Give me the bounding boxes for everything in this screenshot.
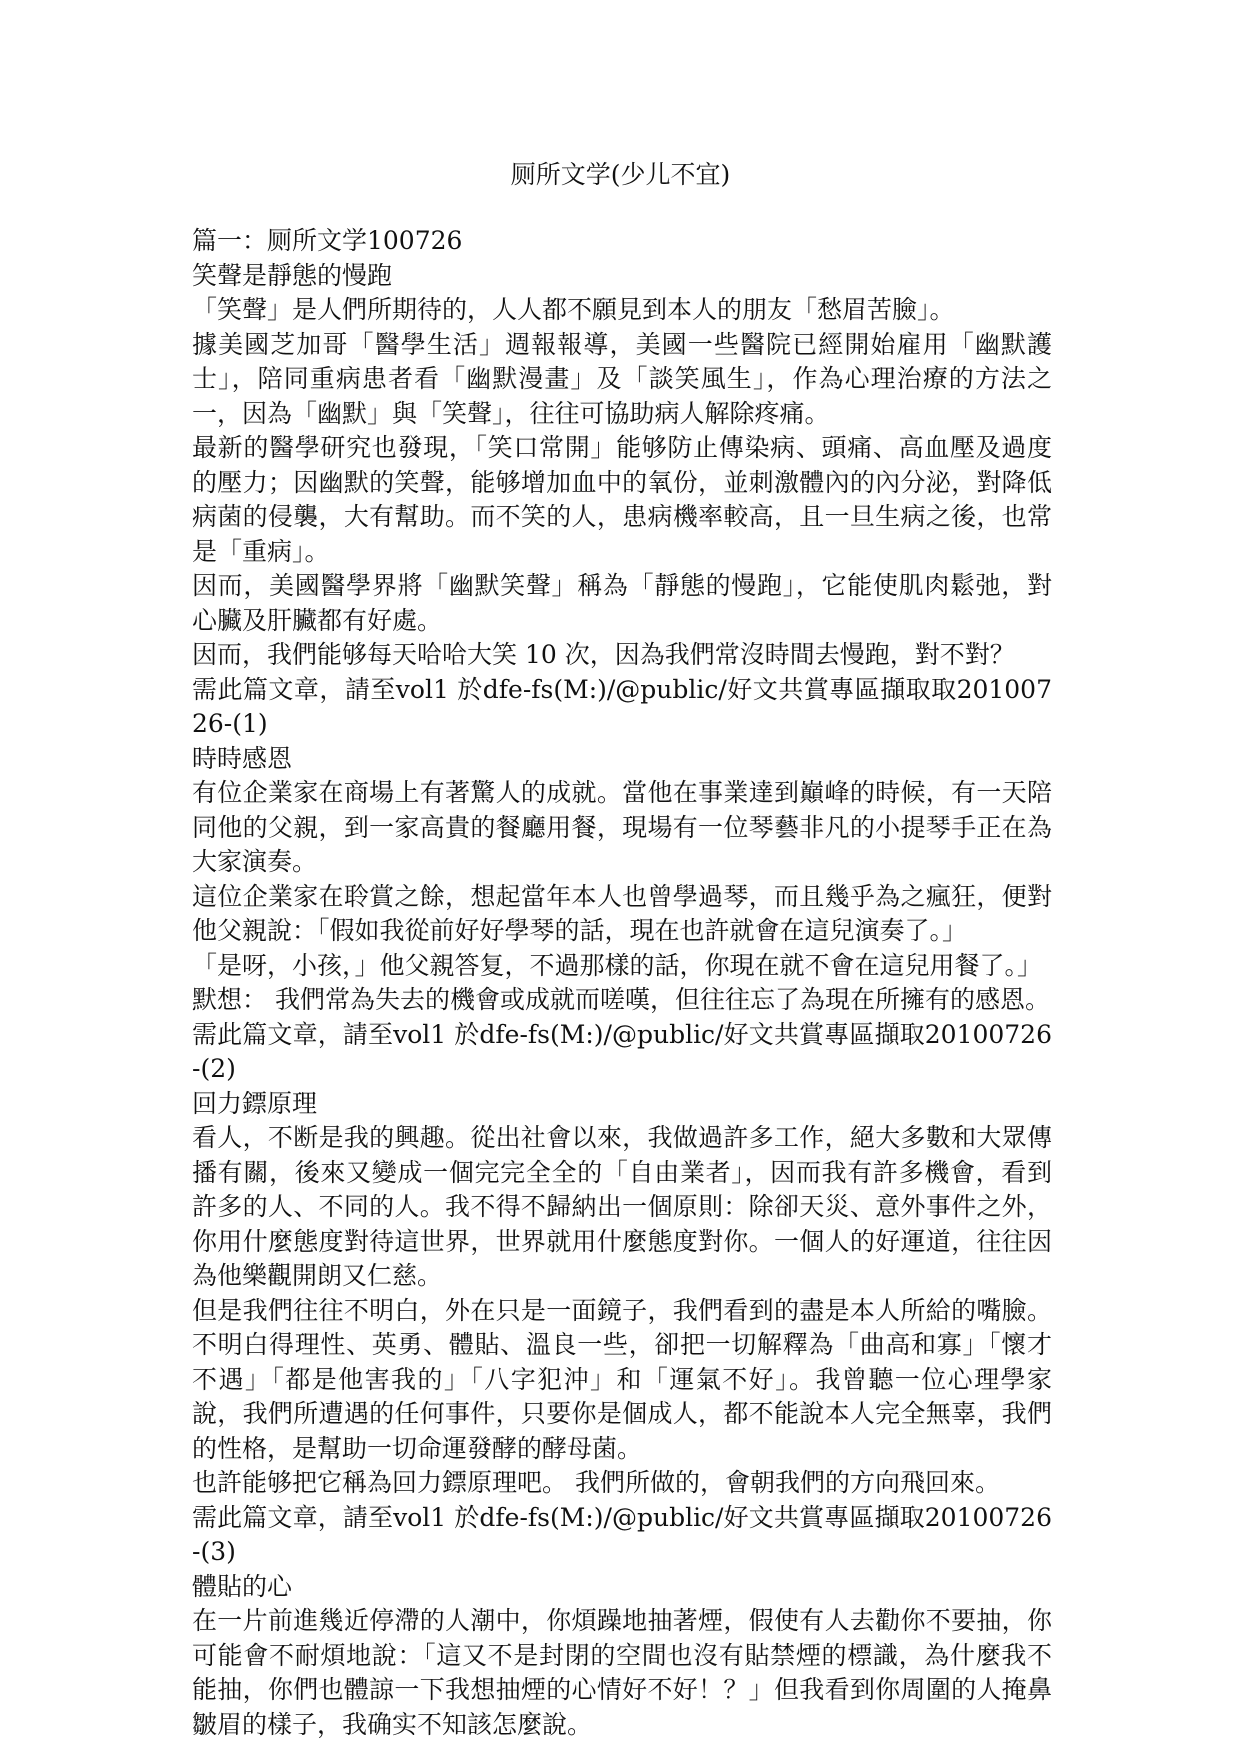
document-title: 厕所文学(少儿不宜) xyxy=(510,160,731,189)
paragraph: 但是我們往往不明白，外在只是一面鏡子，我們看到的盡是本人所給的嘴臉。不明白得理性、英勇、體貼、溫良一些，卻把一切解釋為「曲高和寡」「懷才不遇」「都是他害我的」「八字犯沖」和「運氣不好」。我曾聽一位心理學家說，我們所遭遇的任何事件，只要你是個成人，都不能說本人完全無辜，我們的性格，是幫助一切命運發酵的酵母菌。 xyxy=(192,1295,1052,1463)
paragraph: 有位企業家在商場上有著驚人的成就。當他在事業達到巔峰的時候，有一天陪同他的父親，到一家高貴的餐廳用餐，現場有一位琴藝非凡的小提琴手正在為大家演奏。 xyxy=(192,778,1052,876)
paragraph: 看人，不断是我的興趣。從出社會以來，我做過許多工作，絕大多數和大眾傳播有關，後來又變成一個完完全全的「自由業者」，因而我有許多機會，看到許多的人、不同的人。我不得不歸納出一個原則：除卻天災、意外事件之外，你用什麼態度對待這世界，世界就用什麼態度對你。一個人的好運道，往往因為他樂觀開朗又仁慈。 xyxy=(192,1123,1052,1290)
paragraph: 「笑聲」是人們所期待的，人人都不願見到本人的朋友「愁眉苦臉」。 xyxy=(192,295,955,324)
paragraph: 需此篇文章，請至vol1 於dfe-fs(M:)/@public/好文共賞專區擷取取20100726-(1) xyxy=(192,674,1052,738)
paragraph: 體貼的心 xyxy=(192,1571,293,1601)
paragraph: 需此篇文章，請至vol1 於dfe-fs(M:)/@public/好文共賞專區擷取20100726-(3) xyxy=(192,1502,1052,1566)
paragraph: 笑聲是靜態的慢跑 xyxy=(192,260,393,290)
paragraph: 因而，美國醫學界將「幽默笑聲」稱為「靜態的慢跑」，它能使肌肉鬆弛，對心臟及肝臟都有好處。 xyxy=(192,571,1052,635)
paragraph: 「是呀，小孩，」他父親答复，不過那樣的話，你現在就不會在這兒用餐了。」 xyxy=(192,950,1043,980)
paragraph: 這位企業家在聆賞之餘，想起當年本人也曾學過琴，而且幾乎為之瘋狂，便對他父親說：「假如我從前好好學琴的話，現在也許就會在這兒演奏了。」 xyxy=(192,881,1052,945)
paragraph: 回力鏢原理 xyxy=(192,1088,318,1118)
paragraph: 因而，我們能够每天哈哈大笑 10 次，因為我們常沒時間去慢跑，對不對？ xyxy=(192,640,1015,669)
paragraph: 篇一：厕所文学100726 xyxy=(192,226,463,255)
document-body xyxy=(192,224,1052,1742)
paragraph: 據美國芝加哥「醫學生活」週報報導，美國一些醫院已經開始雇用「幽默護士」，陪同重病患者看「幽默漫畫」及「談笑風生」，作為心理治療的方法之一，因為「幽默」與「笑聲」，往往可協助病人解除疼痛。 xyxy=(192,329,1052,428)
paragraph: 最新的醫學研究也發現，「笑口常開」能够防止傳染病、頭痛、高血壓及過度的壓力；因幽默的笑聲，能够增加血中的氧份，並刺激體內的內分泌，對降低病菌的侵襲，大有幫助。而不笑的人，患病機率較高，且一旦生病之後，也常是「重病」。 xyxy=(192,433,1052,566)
paragraph: 也許能够把它稱為回力鏢原理吧。 我們所做的，會朝我們的方向飛回來。 xyxy=(192,1468,1000,1497)
paragraph: 默想： 我們常為失去的機會或成就而嗟嘆，但往往忘了為現在所擁有的感恩。 xyxy=(192,985,1050,1014)
paragraph: 在一片前進幾近停滯的人潮中，你煩躁地抽著煙，假使有人去勸你不要抽，你可能會不耐煩地說：「這又不是封閉的空間也沒有貼禁煙的標識，為什麼我不能抽，你們也體諒一下我想抽煙的心情好不好！？」但我看到你周圍的人掩鼻皺眉的樣子，我确实不知該怎麼說。 xyxy=(192,1606,1052,1739)
paragraph: 時時感恩 xyxy=(192,743,293,773)
paragraph: 需此篇文章，請至vol1 於dfe-fs(M:)/@public/好文共賞專區擷取20100726-(2) xyxy=(192,1019,1052,1083)
